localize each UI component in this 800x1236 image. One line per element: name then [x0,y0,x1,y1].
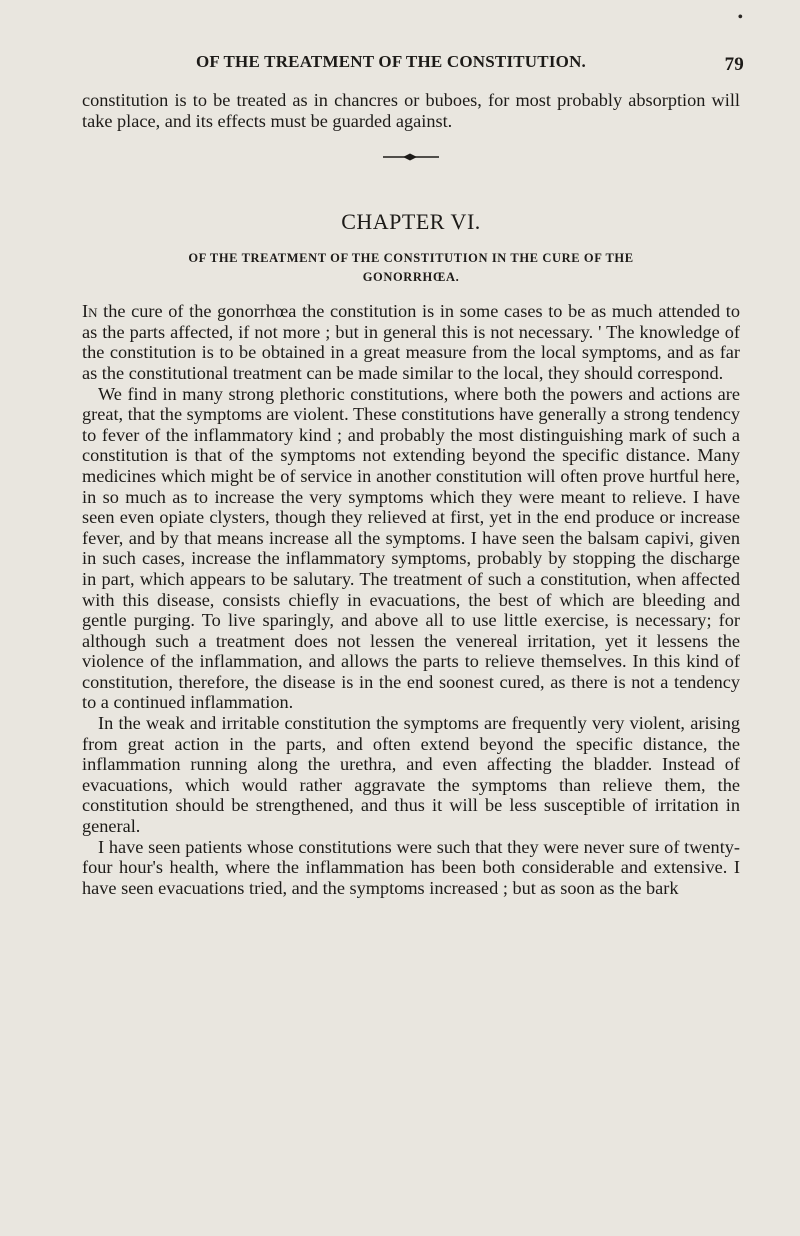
chapter-heading: CHAPTER VI. [341,209,481,235]
chapter-subtitle-line-1: OF THE TREATMENT OF THE CONSTITUTION IN THE CURE OF THE [188,251,634,266]
section-divider-ornament [82,139,740,175]
opening-paragraph: constitution is to be treated as in chancres or buboes, for most probably absorption will take place, and its effects must be guarded against. [82,90,740,131]
body-paragraph-3: In the weak and irritable constitution the symptoms are frequently very violent, arising from great action in the parts, and often extend beyond the specific distance, the inflammation running along the urethra, and even affecting the bladder. Instead of evacuations, which would rather aggravate the symptoms than relieve them, the constitution should be strengthened, and thus it will be less susceptible of irritation in general. [82,713,740,837]
body-paragraph-1 [82,301,740,383]
running-head-title: OF THE TREATMENT OF THE CONSTITUTION. [196,52,586,71]
body-paragraph-2: We find in many strong plethoric constitutions, where both the powers and actions are great, that the symptoms are violent. These constitutions have generally a strong tendency to fever of the inflammatory kind ; and probably the most distinguishing mark of such a constitution is that of the symptoms not extending beyond the specific distance. Many medicines which might be of service in another constitution will often prove hurtful here, in so much as to increase the very symptoms which they were meant to relieve. I have seen even opiate clysters, though they relieved at first, yet in the end produce or increase fever, and by that means increase all the symptoms. I have seen the balsam capivi, given in such cases, increase the inflammatory symptoms, probably by stopping the discharge in part, which appears to be salutary. The treatment of such a constitution, when affected with this disease, consists chiefly in evacuations, the best of which are bleeding and gentle purging. To live sparingly, and above all to use little exercise, is necessary; for although such a treatment does not lessen the venereal irritation, yet it lessens the violence of the inflammation, and allows the parts to relieve themselves. In this kind of constitution, therefore, the disease is in the end soonest cured, as there is not a tendency to a continued inflammation. [82,383,740,713]
running-head [82,10,744,80]
margin-mark: • [737,10,743,25]
paragraph-text: the cure of the gonorrhœa the constitution is in some cases to be as much attended to as the parts affected, if not more ; but in general this is not necessary. ' The knowledge of the constitution is to be obtained in a great measure from the local symptoms, and as far as the constitutional treatment can be made similar to the local, they should correspond. [82,301,740,383]
paragraph-lead-word: In [82,301,98,322]
body-paragraph-4: I have seen patients whose constitutions were such that they were never sure of twenty-four hour's health, where the inflammation has been both considerable and extensive. I have seen evacuations tried, and the symptoms increased ; but as soon as the bark [82,836,740,898]
divider-ornament-icon [381,152,441,162]
chapter-subtitle-line-2: GONORRHŒA. [362,270,460,285]
chapter-subtitle [82,249,740,287]
page-number: 79 [724,54,744,75]
